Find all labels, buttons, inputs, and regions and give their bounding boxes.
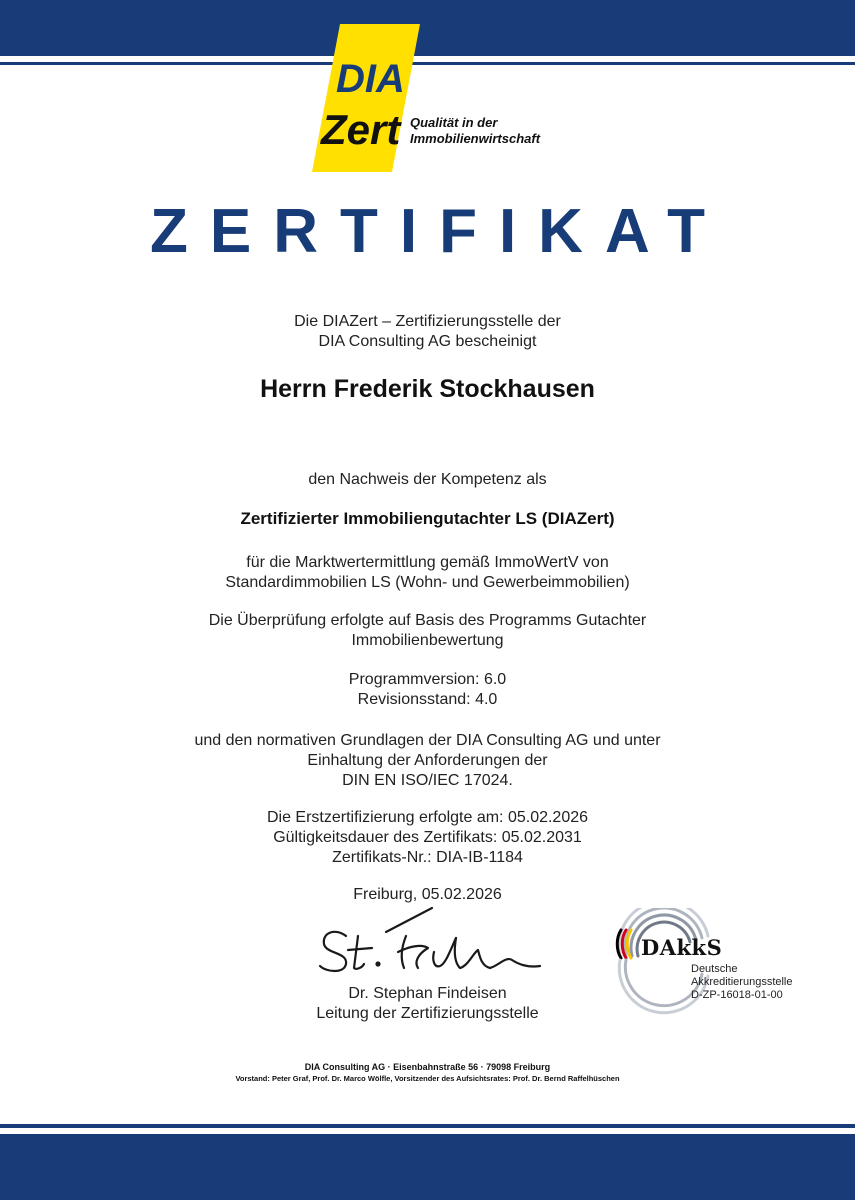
diazert-logo [312,24,552,174]
logo-word-zert: Zert [321,106,401,153]
revision-status: Revisionsstand: 4.0 [357,691,498,708]
dakks-wordmark: DAkkS [641,935,723,960]
intro-line1: Die DIAZert – Zertifizierungsstelle der [294,313,561,330]
normative-line1: und den normativen Grundlagen der DIA Consulting AG und unter [194,732,661,749]
logo-tagline-line1: Qualität in der [410,115,498,130]
diazert-logo-mark [312,24,552,174]
logo-tagline-line2: Immobilienwirtschaft [410,131,541,146]
bottom-band-line [0,1124,855,1128]
program-line1: Die Überprüfung erfolgte auf Basis des Programms Gutachter [208,612,647,629]
certificate-number: Zertifikats-Nr.: DIA-IB-1184 [332,849,523,866]
scope-line2: Standardimmobilien LS (Wohn- und Gewerbeimmobilien) [225,574,630,591]
qualification-title: Zertifizierter Immobiliengutachter LS (DIAZert) [240,509,615,528]
dakks-text [691,963,793,1002]
dakks-accreditation-mark [612,908,822,1018]
dakks-line2: Akkreditierungsstelle [691,976,793,988]
intro-line2: DIA Consulting AG bescheinigt [318,333,537,350]
logo-tagline [410,115,560,147]
program-version: Programmversion: 6.0 [348,671,507,688]
logo-word-dia: DIA [336,57,405,101]
competence-intro: den Nachweis der Kompetenz als [308,471,547,488]
first-certification-date: Die Erstzertifizierung erfolgte am: 05.02.2026 [266,809,589,826]
footer-board: Vorstand: Peter Graf, Prof. Dr. Marco Wölfle, Vorsitzender des Aufsichtsrates: Prof. Dr. Bernd Raffelhüschen [235,1074,620,1083]
normative-line2: Einhaltung der Anforderungen der [307,752,548,769]
normative-line3: DIN EN ISO/IEC 17024. [342,772,513,789]
program-line2: Immobilienbewertung [351,632,504,649]
bottom-band [0,1134,855,1200]
dakks-line3: D-ZP-16018-01-00 [691,989,783,1001]
place-and-date: Freiburg, 05.02.2026 [353,886,502,903]
signatory-name: Dr. Stephan Findeisen [348,985,507,1002]
certificate-title: ZERTIFIKAT [149,197,727,266]
validity-date: Gültigkeitsdauer des Zertifikats: 05.02.2031 [273,829,582,846]
dakks-line1: Deutsche [691,963,738,975]
scope-line1: für die Marktwertermittlung gemäß ImmoWertV von [246,554,609,571]
signature [314,906,554,982]
recipient-name: Herrn Frederik Stockhausen [260,375,595,403]
footer-address: DIA Consulting AG · Eisenbahnstraße 56 · 79098 Freiburg [304,1062,551,1072]
signatory-role: Leitung der Zertifizierungsstelle [316,1005,539,1022]
